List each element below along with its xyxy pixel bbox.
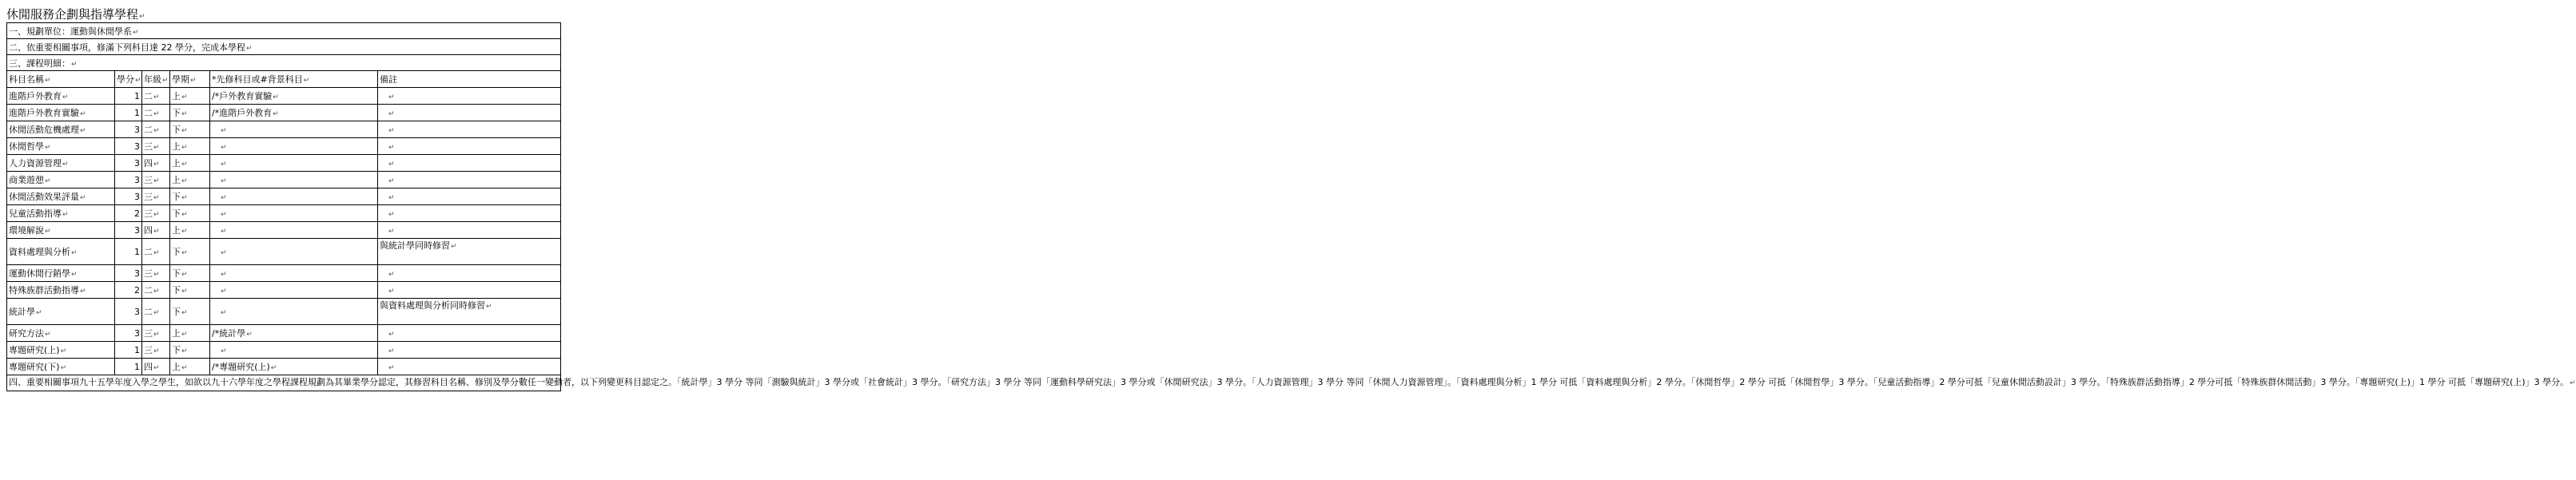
course-name-cell: 研究方法↵	[7, 325, 115, 342]
course-credit-cell: 1	[115, 342, 142, 359]
course-credit-cell: 3	[115, 138, 142, 155]
course-prereq-cell: ↵	[210, 282, 378, 299]
course-grade-cell: 四↵	[142, 222, 170, 239]
course-term-cell: 上↵	[170, 222, 210, 239]
course-credit-cell: 1	[115, 239, 142, 265]
header-cell: 學期↵	[170, 71, 210, 88]
course-row	[7, 188, 561, 205]
course-remark-cell: ↵	[378, 359, 561, 375]
course-row	[7, 155, 561, 172]
course-row	[7, 205, 561, 222]
course-credit-cell: 3	[115, 222, 142, 239]
course-row	[7, 299, 561, 325]
course-term-cell: 下↵	[170, 342, 210, 359]
course-row	[7, 239, 561, 265]
header-cell: 備註	[378, 71, 561, 88]
header-cell: 學分↵	[115, 71, 142, 88]
course-grade-cell: 四↵	[142, 359, 170, 375]
course-prereq-cell: ↵	[210, 342, 378, 359]
course-credit-cell: 3	[115, 299, 142, 325]
course-prereq-cell: ↵	[210, 172, 378, 188]
course-remark-cell: ↵	[378, 205, 561, 222]
course-name-cell: 資料處理與分析↵	[7, 239, 115, 265]
header-cell: 科目名稱↵	[7, 71, 115, 88]
course-name-cell: 兒童活動指導↵	[7, 205, 115, 222]
course-grade-cell: 三↵	[142, 188, 170, 205]
course-term-cell: 上↵	[170, 155, 210, 172]
page-title: 休閒服務企劃與指導學程↵	[6, 7, 145, 22]
course-row	[7, 342, 561, 359]
course-remark-cell: ↵	[378, 88, 561, 105]
course-remark-cell: ↵	[378, 188, 561, 205]
course-grade-cell: 四↵	[142, 155, 170, 172]
course-term-cell: 上↵	[170, 88, 210, 105]
course-remark-cell: ↵	[378, 155, 561, 172]
course-prereq-cell: ↵	[210, 155, 378, 172]
course-term-cell: 上↵	[170, 359, 210, 375]
course-credit-cell: 3	[115, 121, 142, 138]
course-grade-cell: 二↵	[142, 105, 170, 121]
course-name-cell: 專題研究(下)↵	[7, 359, 115, 375]
course-prereq-cell: ↵	[210, 239, 378, 265]
course-credit-cell: 1	[115, 359, 142, 375]
course-row	[7, 88, 561, 105]
course-prereq-cell: ↵	[210, 205, 378, 222]
course-remark-cell: 與資料處理與分析同時修習↵	[378, 299, 561, 325]
unit-line: 一、規劃單位：運動與休閒學系↵	[7, 23, 561, 39]
course-row	[7, 172, 561, 188]
course-prereq-cell: ↵	[210, 222, 378, 239]
course-name-cell: 進階戶外教育↵	[7, 88, 115, 105]
course-remark-cell: ↵	[378, 325, 561, 342]
course-row	[7, 105, 561, 121]
course-remark-cell: ↵	[378, 138, 561, 155]
course-credit-cell: 3	[115, 155, 142, 172]
course-term-cell: 下↵	[170, 299, 210, 325]
course-remark-cell: ↵	[378, 222, 561, 239]
course-remark-cell: ↵	[378, 172, 561, 188]
header-cell: *先修科目或#背景科目↵	[210, 71, 378, 88]
course-remark-cell: ↵	[378, 105, 561, 121]
course-prereq-cell: ↵	[210, 299, 378, 325]
course-row	[7, 222, 561, 239]
course-grade-cell: 三↵	[142, 138, 170, 155]
course-remark-cell: ↵	[378, 265, 561, 282]
detail-label-line: 三、課程明細：↵	[7, 55, 561, 71]
course-credit-cell: 1	[115, 88, 142, 105]
course-grade-cell: 三↵	[142, 325, 170, 342]
course-credit-cell: 3	[115, 172, 142, 188]
course-prereq-cell: /*進階戶外教育↵	[210, 105, 378, 121]
course-term-cell: 下↵	[170, 282, 210, 299]
course-term-cell: 上↵	[170, 325, 210, 342]
course-remark-cell: ↵	[378, 342, 561, 359]
course-prereq-cell: /*戶外教育實驗↵	[210, 88, 378, 105]
course-credit-cell: 3	[115, 188, 142, 205]
course-grade-cell: 三↵	[142, 205, 170, 222]
course-remark-cell: ↵	[378, 282, 561, 299]
course-row	[7, 265, 561, 282]
course-credit-cell: 2	[115, 282, 142, 299]
course-grade-cell: 二↵	[142, 121, 170, 138]
notes-cell: 四、重要相關事項九十五學年度入學之學生，如欲以九十六學年度之學程課程規劃為其畢業學分認定，其修習科目名稱、修別及學分數任一變動者，以下列變更科目認定之。「統計學」3 學分 等同「測驗與統計」3 學分或「社會統計」3 學分。「研究方法」3 學分 等同「運動科學研究法」3 學分或「休閒研究法」3 學分。「人力資源管理」3 學分 等同「休閒人力資源管理」。「資料處理與分析」1 學分 可抵「資料處理與分析」2 學分。「休閒哲學」2 學分 可抵「休閒哲學」3 學分。「兒童活動指導」2 學分可抵「兒童休閒活動設計」3 學分。「特殊族群活動指導」2 學分可抵「特殊族群休閒活動」3 學分。「專題研究(上)」1 學分 可抵「專題研究(上)」3 學分。↵	[7, 375, 561, 391]
course-prereq-cell: ↵	[210, 121, 378, 138]
requirement-line: 二、依重要相關事項，修滿下列科目達 22 學分，完成本學程↵	[7, 39, 561, 55]
course-credit-cell: 1	[115, 105, 142, 121]
course-row	[7, 359, 561, 375]
course-term-cell: 下↵	[170, 239, 210, 265]
header-cell: 年級↵	[142, 71, 170, 88]
course-name-cell: 統計學↵	[7, 299, 115, 325]
course-row	[7, 121, 561, 138]
course-name-cell: 環境解說↵	[7, 222, 115, 239]
course-name-cell: 休閒哲學↵	[7, 138, 115, 155]
course-remark-cell: ↵	[378, 121, 561, 138]
course-name-cell: 專題研究(上)↵	[7, 342, 115, 359]
course-row	[7, 282, 561, 299]
course-credit-cell: 3	[115, 265, 142, 282]
course-name-cell: 休閒活動效果評量↵	[7, 188, 115, 205]
course-grade-cell: 二↵	[142, 239, 170, 265]
course-prereq-cell: /*專題研究(上)↵	[210, 359, 378, 375]
course-term-cell: 下↵	[170, 205, 210, 222]
course-grade-cell: 二↵	[142, 299, 170, 325]
course-prereq-cell: ↵	[210, 188, 378, 205]
course-grade-cell: 二↵	[142, 282, 170, 299]
course-grade-cell: 三↵	[142, 172, 170, 188]
course-term-cell: 下↵	[170, 105, 210, 121]
course-grade-cell: 三↵	[142, 342, 170, 359]
course-term-cell: 下↵	[170, 121, 210, 138]
course-name-cell: 休閒活動危機處理↵	[7, 121, 115, 138]
course-remark-cell: 與統計學同時修習↵	[378, 239, 561, 265]
course-row	[7, 138, 561, 155]
course-name-cell: 進階戶外教育實驗↵	[7, 105, 115, 121]
course-term-cell: 下↵	[170, 265, 210, 282]
header-row	[7, 71, 561, 88]
course-name-cell: 商業遊憩↵	[7, 172, 115, 188]
course-term-cell: 上↵	[170, 138, 210, 155]
course-grade-cell: 二↵	[142, 88, 170, 105]
course-grade-cell: 三↵	[142, 265, 170, 282]
course-prereq-cell: ↵	[210, 265, 378, 282]
course-prereq-cell: /*統計學↵	[210, 325, 378, 342]
course-credit-cell: 3	[115, 325, 142, 342]
course-prereq-cell: ↵	[210, 138, 378, 155]
course-credit-cell: 2	[115, 205, 142, 222]
program-table	[6, 22, 2576, 391]
course-term-cell: 上↵	[170, 172, 210, 188]
course-name-cell: 運動休閒行銷學↵	[7, 265, 115, 282]
course-term-cell: 下↵	[170, 188, 210, 205]
course-name-cell: 特殊族群活動指導↵	[7, 282, 115, 299]
course-name-cell: 人力資源管理↵	[7, 155, 115, 172]
course-row	[7, 325, 561, 342]
